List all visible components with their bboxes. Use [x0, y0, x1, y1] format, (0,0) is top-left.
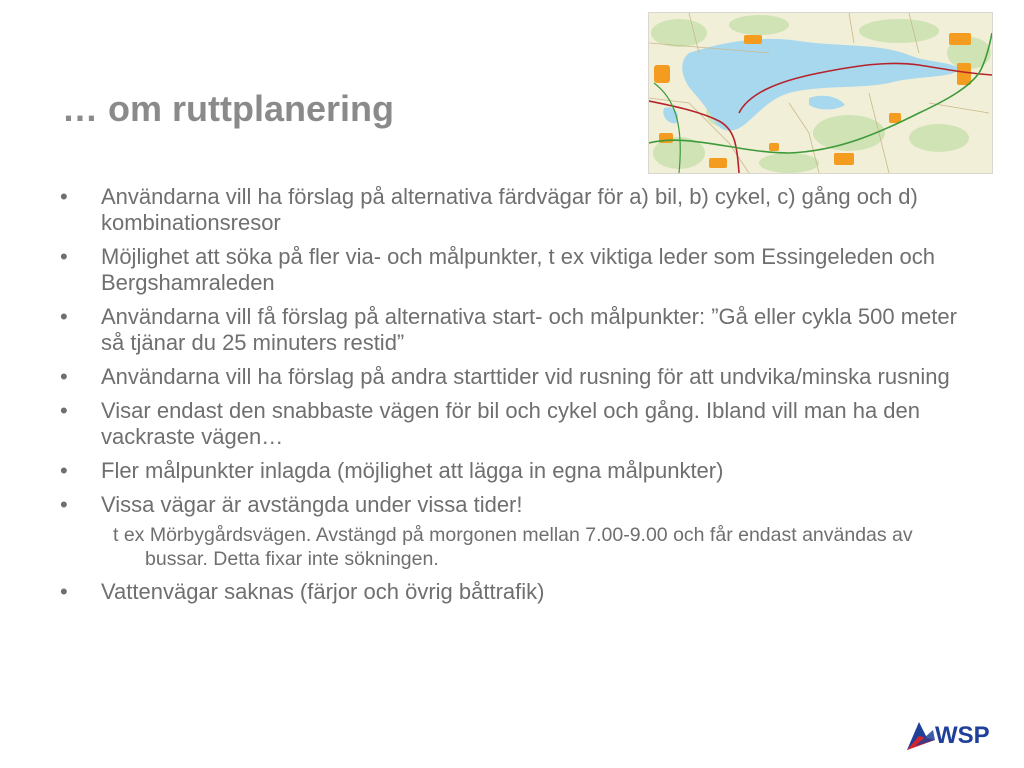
bullet-item [60, 244, 960, 296]
bullet-text: Användarna vill få förslag på alternativa start- och målpunkter: ”Gå eller cykla 500 meter så tjänar du 25 minuters restid” [101, 304, 957, 355]
bullet-text: Användarna vill ha förslag på alternativa färdvägar för a) bil, b) cykel, c) gång och d) kombinationsresor [101, 184, 918, 235]
route-map-image [648, 12, 993, 174]
bullet-text: Vattenvägar saknas (färjor och övrig båttrafik) [101, 579, 545, 604]
bullet-text: Visar endast den snabbaste vägen för bil och cykel och gång. Ibland vill man ha den vackraste vägen… [101, 398, 921, 449]
bullet-list [60, 184, 960, 613]
bullet-marker: • [60, 304, 68, 329]
bullet-text: Möjlighet att söka på fler via- och målpunkter, t ex viktiga leder som Essingeleden och Bergshamraleden [101, 244, 935, 295]
bullet-marker: • [60, 364, 68, 389]
bullet-marker: • [60, 458, 68, 483]
bullet-item [60, 304, 960, 356]
bullet-marker: • [60, 184, 68, 209]
bullet-item [60, 184, 960, 236]
wsp-logo-mark [905, 716, 1005, 752]
wsp-logo [905, 716, 1005, 752]
bullet-text: Användarna vill ha förslag på andra starttider vid rusning för att undvika/minska rusning [101, 364, 950, 389]
route-map-icon [649, 13, 992, 173]
bullet-marker: • [60, 398, 68, 423]
bullet-marker: • [60, 492, 68, 517]
sub-bullet-item: t ex Mörbygårdsvägen. Avstängd på morgonen mellan 7.00-9.00 och får endast användas av bussar. Detta fixar inte sökningen. [113, 524, 913, 570]
bullet-marker: • [60, 244, 68, 269]
wsp-logo-text: WSP [935, 722, 990, 749]
bullet-item [60, 364, 960, 390]
bullet-item [60, 579, 960, 605]
bullet-text: Fler målpunkter inlagda (möjlighet att lägga in egna målpunkter) [101, 458, 724, 483]
bullet-text: Vissa vägar är avstängda under vissa tider! [101, 492, 523, 517]
bullet-marker: • [60, 579, 68, 604]
slide-title: … om ruttplanering [62, 88, 394, 129]
bullet-item [60, 398, 960, 450]
bullet-item [60, 492, 960, 518]
bullet-item [60, 458, 960, 484]
